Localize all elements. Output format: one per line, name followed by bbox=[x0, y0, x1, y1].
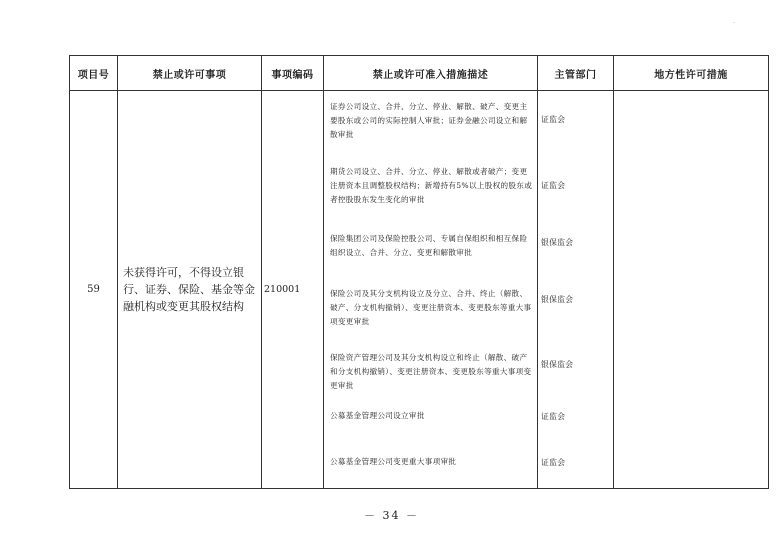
prohibited-item-cell: 未获得许可，不得设立银行、证券、保险、基金等金融机构或变更其股权结构 bbox=[118, 91, 262, 489]
header-item-code: 事项编码 bbox=[262, 56, 324, 91]
measure-text: 保险集团公司及保险控股公司、专属自保组织和相互保险组织设立、合并、分立、变更和解散审批 bbox=[330, 234, 528, 257]
measure-text: 保险公司及其分支机构设立及分立、合并、终止（解散、破产、分支机构撤销）、变更注册资本、变更股东等重大事项变更审批 bbox=[330, 289, 532, 326]
header-item-no: 项目号 bbox=[70, 56, 118, 91]
measure-text: 保险资产管理公司及其分支机构设立和终止（解散、破产和分支机构撤销）、变更注册资本、变更股东等重大事项变更审批 bbox=[330, 353, 532, 390]
header-local-measures: 地方性许可措施 bbox=[614, 56, 769, 91]
department-text: 证监会 bbox=[541, 181, 566, 190]
department-text: 证监会 bbox=[541, 412, 566, 421]
header-prohibited-item: 禁止或许可事项 bbox=[118, 56, 262, 91]
header-measure-description: 禁止或许可准入措施描述 bbox=[324, 56, 538, 91]
local-measures-cell bbox=[614, 91, 769, 489]
measure-text: 证券公司设立、合并、分立、停业、解散、破产、变更主要股东或公司的实际控制人审批；证券金融公司设立和解散审批 bbox=[330, 102, 528, 139]
department-text: 证监会 bbox=[541, 115, 566, 124]
department-cell bbox=[538, 91, 614, 489]
corner-mark: · bbox=[733, 20, 735, 27]
item-number-cell: 59 bbox=[70, 91, 118, 489]
item-code-cell: 210001 bbox=[262, 91, 324, 489]
table-row bbox=[70, 91, 769, 489]
department-text: 银保监会 bbox=[541, 295, 574, 304]
measure-text: 公募基金管理公司设立审批 bbox=[330, 411, 425, 420]
measure-description-cell bbox=[324, 91, 538, 489]
department-text: 证监会 bbox=[541, 458, 566, 467]
permit-table bbox=[69, 55, 769, 489]
department-text: 银保监会 bbox=[541, 238, 574, 247]
page-number: － 34 － bbox=[364, 509, 419, 522]
header-department: 主管部门 bbox=[538, 56, 614, 91]
measure-text: 期货公司设立、合并、分立、停业、解散或者破产；变更注册资本且调整股权结构；新增持有5%以上股权的股东或者控股股东发生变化的审批 bbox=[330, 167, 533, 204]
measure-text: 公募基金管理公司变更重大事项审批 bbox=[330, 457, 457, 466]
department-text: 银保监会 bbox=[541, 360, 574, 369]
table-header-row bbox=[70, 56, 769, 91]
